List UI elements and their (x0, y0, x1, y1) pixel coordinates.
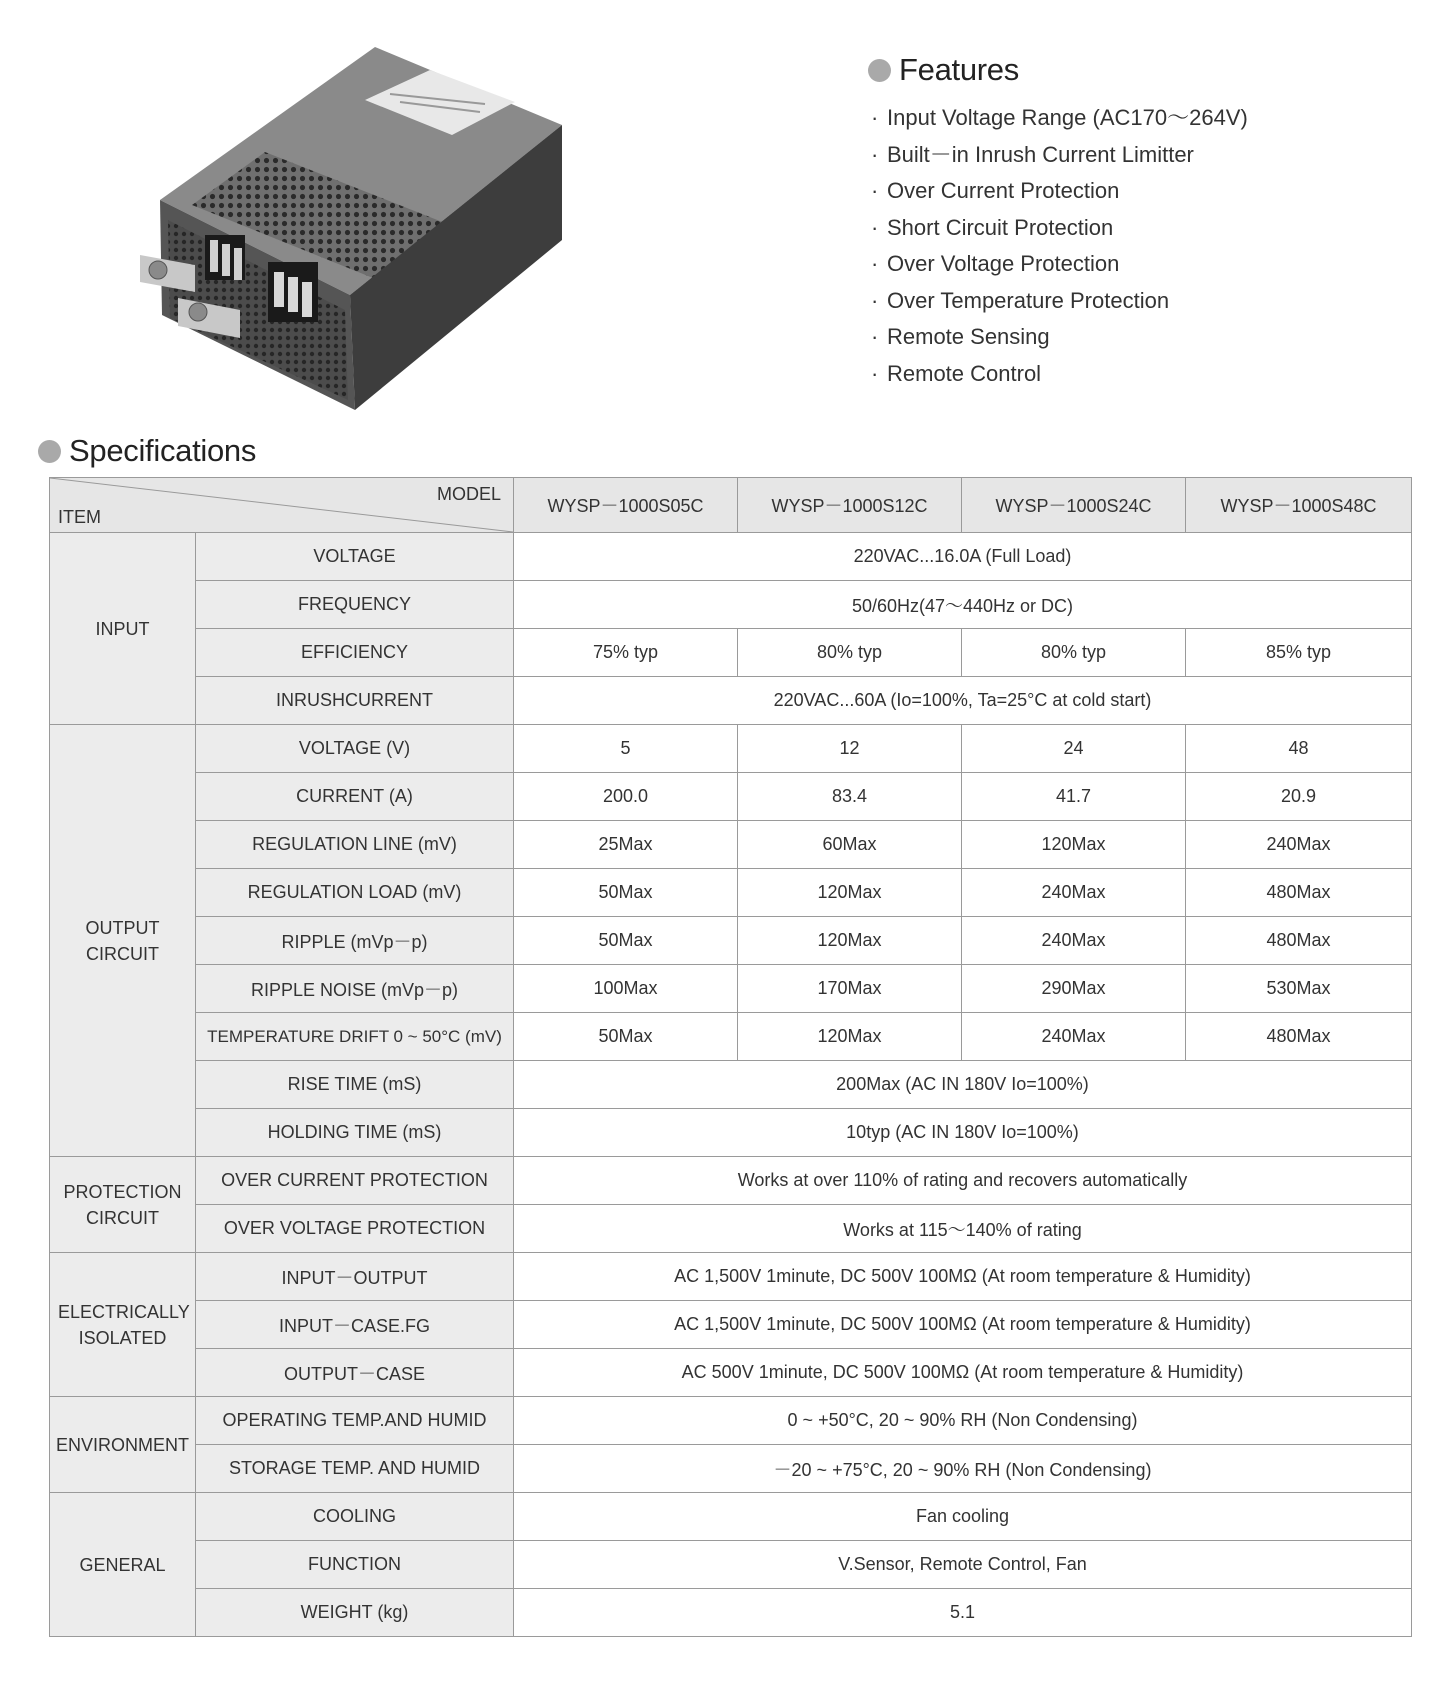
row-value: 120Max (738, 1013, 962, 1061)
row-value: 100Max (514, 965, 738, 1013)
row-label: OUTPUT－CASE (196, 1349, 514, 1397)
table-row (50, 1349, 1412, 1397)
table-row (50, 821, 1412, 869)
table-row (50, 917, 1412, 965)
table-row (50, 1301, 1412, 1349)
row-value: 120Max (738, 917, 962, 965)
specifications-table (49, 477, 1412, 1637)
group-label-general: GENERAL (50, 1493, 196, 1637)
specifications-title: Specifications (69, 433, 257, 468)
table-row (50, 773, 1412, 821)
row-value: 80% typ (962, 629, 1186, 677)
row-value: 75% typ (514, 629, 738, 677)
features-list (868, 100, 1408, 392)
row-value: 25Max (514, 821, 738, 869)
row-value: 120Max (738, 869, 962, 917)
row-value: 120Max (962, 821, 1186, 869)
feature-item: · Over Current Protection (871, 178, 1120, 203)
row-label: RIPPLE (mVp－p) (196, 917, 514, 965)
row-label: CURRENT (A) (196, 773, 514, 821)
feature-item: · Remote Sensing (871, 324, 1050, 349)
row-value: 170Max (738, 965, 962, 1013)
row-value: 48 (1186, 725, 1412, 773)
row-value: 50/60Hz(47～440Hz or DC) (514, 581, 1412, 629)
row-value: 85% typ (1186, 629, 1412, 677)
table-header-row (50, 478, 1412, 533)
row-label: INPUT－OUTPUT (196, 1253, 514, 1301)
features-section (868, 52, 1408, 392)
row-label: REGULATION LINE (mV) (196, 821, 514, 869)
row-label: EFFICIENCY (196, 629, 514, 677)
row-label: RISE TIME (mS) (196, 1061, 514, 1109)
row-label: VOLTAGE (V) (196, 725, 514, 773)
features-heading (868, 52, 1408, 88)
feature-item: · Short Circuit Protection (871, 214, 1114, 240)
group-label-input: INPUT (50, 533, 196, 725)
row-label: COOLING (196, 1493, 514, 1541)
table-row (50, 725, 1412, 773)
row-label: RIPPLE NOISE (mVp－p) (196, 965, 514, 1013)
specifications-heading (38, 433, 256, 469)
row-value: 80% typ (738, 629, 962, 677)
row-value: 0 ~ +50°C, 20 ~ 90% RH (Non Condensing) (514, 1397, 1412, 1445)
table-row (50, 1541, 1412, 1589)
feature-item: · Over Voltage Protection (871, 251, 1120, 276)
row-label: VOLTAGE (196, 533, 514, 581)
product-photo (100, 30, 620, 430)
row-value: Works at 115～140% of rating (514, 1205, 1412, 1253)
row-value: 24 (962, 725, 1186, 773)
bullet-circle-icon (38, 440, 61, 463)
row-value: 200Max (AC IN 180V Io=100%) (514, 1061, 1412, 1109)
row-value: 5 (514, 725, 738, 773)
row-label: INPUT－CASE.FG (196, 1301, 514, 1349)
table-row (50, 1493, 1412, 1541)
row-value: 83.4 (738, 773, 962, 821)
row-value: Works at over 110% of rating and recovers automatically (514, 1157, 1412, 1205)
table-row (50, 677, 1412, 725)
row-label: HOLDING TIME (mS) (196, 1109, 514, 1157)
item-header-label: ITEM (58, 507, 101, 527)
feature-item: · Built－in Inrush Current Limitter (871, 141, 1194, 167)
table-row (50, 1589, 1412, 1637)
row-value: 50Max (514, 869, 738, 917)
features-title: Features (899, 52, 1019, 87)
row-value: 20.9 (1186, 773, 1412, 821)
row-value: 200.0 (514, 773, 738, 821)
table-row (50, 1013, 1412, 1061)
row-value: 530Max (1186, 965, 1412, 1013)
model-column-header: WYSP－1000S24C (962, 478, 1186, 533)
table-row (50, 1445, 1412, 1493)
table-row (50, 965, 1412, 1013)
table-row (50, 1061, 1412, 1109)
group-label-electrically-isolated: ELECTRICALLY ISOLATED (50, 1253, 196, 1397)
row-value: Fan cooling (514, 1493, 1412, 1541)
row-value: 480Max (1186, 1013, 1412, 1061)
group-label-output-circuit: OUTPUT CIRCUIT (50, 725, 196, 1157)
table-row (50, 581, 1412, 629)
row-label: OPERATING TEMP.AND HUMID (196, 1397, 514, 1445)
table-row (50, 1397, 1412, 1445)
row-value: 480Max (1186, 869, 1412, 917)
row-value: 220VAC...60A (Io=100%, Ta=25°C at cold start) (514, 677, 1412, 725)
row-label: WEIGHT (kg) (196, 1589, 514, 1637)
row-value: V.Sensor, Remote Control, Fan (514, 1541, 1412, 1589)
row-value: 240Max (962, 1013, 1186, 1061)
table-row (50, 869, 1412, 917)
row-label: FREQUENCY (196, 581, 514, 629)
row-label: INRUSHCURRENT (196, 677, 514, 725)
row-value: 60Max (738, 821, 962, 869)
row-value: AC 1,500V 1minute, DC 500V 100MΩ (At room temperature & Humidity) (514, 1253, 1412, 1301)
bullet-circle-icon (868, 59, 891, 82)
model-header-label: MODEL (436, 484, 501, 504)
feature-item: · Input Voltage Range (AC170～264V) (871, 105, 1248, 130)
feature-item: · Over Temperature Protection (871, 287, 1170, 313)
row-value: 480Max (1186, 917, 1412, 965)
row-value: 10typ (AC IN 180V Io=100%) (514, 1109, 1412, 1157)
row-label: OVER VOLTAGE PROTECTION (196, 1205, 514, 1253)
model-column-header: WYSP－1000S05C (514, 478, 738, 533)
row-value: AC 1,500V 1minute, DC 500V 100MΩ (At room temperature & Humidity) (514, 1301, 1412, 1349)
model-column-header: WYSP－1000S48C (1186, 478, 1412, 533)
row-value: －20 ~ +75°C, 20 ~ 90% RH (Non Condensing) (514, 1445, 1412, 1493)
table-row (50, 1157, 1412, 1205)
feature-item: · Remote Control (871, 360, 1042, 386)
row-value: 220VAC...16.0A (Full Load) (514, 533, 1412, 581)
row-value: 50Max (514, 1013, 738, 1061)
table-row (50, 533, 1412, 581)
row-value: 41.7 (962, 773, 1186, 821)
row-label: REGULATION LOAD (mV) (196, 869, 514, 917)
table-row (50, 1109, 1412, 1157)
row-value: 12 (738, 725, 962, 773)
row-label: FUNCTION (196, 1541, 514, 1589)
row-value: 5.1 (514, 1589, 1412, 1637)
row-value: AC 500V 1minute, DC 500V 100MΩ (At room temperature & Humidity) (514, 1349, 1412, 1397)
group-label-environment: ENVIRONMENT (50, 1397, 196, 1493)
table-corner-cell (50, 478, 514, 533)
row-value: 240Max (962, 869, 1186, 917)
row-value: 240Max (962, 917, 1186, 965)
row-label: TEMPERATURE DRIFT 0 ~ 50°C (mV) (196, 1013, 514, 1061)
row-value: 290Max (962, 965, 1186, 1013)
table-row (50, 1205, 1412, 1253)
row-value: 50Max (514, 917, 738, 965)
group-label-protection-circuit: PROTECTION CIRCUIT (50, 1157, 196, 1253)
table-row (50, 1253, 1412, 1301)
model-column-header: WYSP－1000S12C (738, 478, 962, 533)
row-value: 240Max (1186, 821, 1412, 869)
row-label: OVER CURRENT PROTECTION (196, 1157, 514, 1205)
row-label: STORAGE TEMP. AND HUMID (196, 1445, 514, 1493)
table-row (50, 629, 1412, 677)
